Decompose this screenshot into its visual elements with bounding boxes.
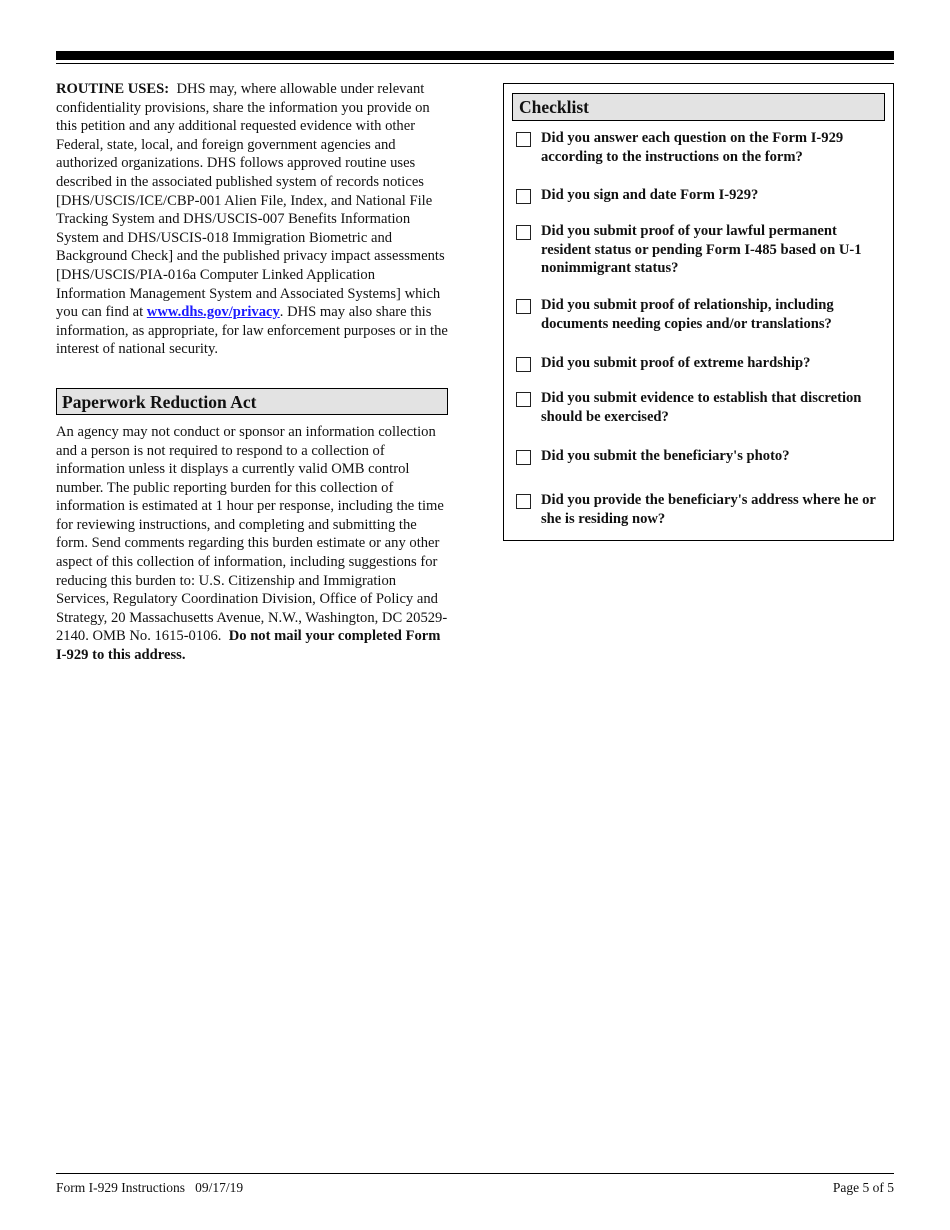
privacy-link[interactable]: www.dhs.gov/privacy [146,304,280,321]
checklist-item [516,447,886,466]
checkbox[interactable] [516,494,531,509]
footer-form-info [56,1180,243,1196]
checkbox[interactable] [516,225,531,240]
checkbox[interactable] [516,392,531,407]
checkbox[interactable] [516,189,531,204]
checklist-item [516,296,886,333]
checklist-item-text: Did you submit proof of relationship, including documents needing copies and/or translations? [541,297,834,332]
checklist-heading: Checklist [512,93,885,121]
checklist-item-text: Did you sign and date Form I-929? [541,187,759,203]
checkbox[interactable] [516,299,531,314]
footer-page-number: Page 5 of 5 [832,1180,894,1195]
checklist-item-text: Did you submit evidence to establish that discretion should be exercised? [541,390,862,425]
left-column [56,80,448,665]
checklist-item-text: Did you submit proof of your lawful permanent resident status or pending Form I-485 based on U-1 nonimmigrant status? [541,223,862,277]
checklist-item-text: Did you submit proof of extreme hardship? [541,355,811,371]
checklist-box [503,83,894,541]
checklist-item [516,222,886,278]
routine-uses-text: DHS may, where allowable under relevant confidentiality provisions, share the information you provide on this petition and any additional requested evidence with other Federal, state, local, and foreign government agencies and authorized organizations. DHS follows approved routine uses described in the associated published system of records notices [DHS/USCIS/ICE/CBP-001 Alien File, Index, and National File Tracking System and DHS/USCIS-007 Benefits Information System and DHS/USCIS-018 Immigration Biometric and Background Check] and the published privacy impact assessments [DHS/USCIS/PIA-016a Computer Linked Application Information Management System and Associated Systems] which you can find at [56,81,445,321]
header-rule-thick [56,51,894,60]
checklist-item-text: Did you submit the beneficiary's photo? [541,448,790,464]
checkbox[interactable] [516,132,531,147]
checklist-item [516,389,886,426]
routine-uses-label: ROUTINE USES: [56,81,170,97]
footer-rule [56,1173,894,1174]
footer-date: 09/17/19 [195,1180,244,1195]
paperwork-body: An agency may not conduct or sponsor an information collection and a person is not required to respond to a collection of information unless it displays a currently valid OMB control number. The public reporting burden for this collection of information is estimated at 1 hour per response, including the time for reviewing instructions, and completing and submitting the form. Send comments regarding this burden estimate or any other aspect of this collection of information, including suggestions for reducing this burden to: U.S. Citizenship and Immigration Services, Regulatory Coordination Division, Office of Policy and Strategy, 20 Massachusetts Avenue, N.W., Washington, DC 20529-2140. OMB No. 1615-0106. [56,423,448,645]
routine-uses-text-tail: . DHS may also share this information, as appropriate, for law enforcement purposes or in the interest of national security. [56,304,448,358]
header-rule-thin [56,63,894,64]
checkbox[interactable] [516,450,531,465]
paperwork-reduction-paragraph [56,423,448,665]
checklist-item [516,354,886,373]
footer-form-name: Form I-929 Instructions [56,1180,185,1195]
checklist-item [516,129,886,166]
checklist-item-text: Did you provide the beneficiary's address where he or she is residing now? [541,492,876,527]
checklist-item [516,186,886,205]
routine-uses-paragraph [56,80,448,359]
checkbox[interactable] [516,357,531,372]
checklist-item-text: Did you answer each question on the Form I-929 according to the instructions on the form? [541,130,844,165]
checklist-item [516,491,886,528]
paperwork-reduction-heading: Paperwork Reduction Act [56,388,448,415]
paperwork-bold-notice: Do not mail your completed Form I-929 to this address. [56,628,441,664]
